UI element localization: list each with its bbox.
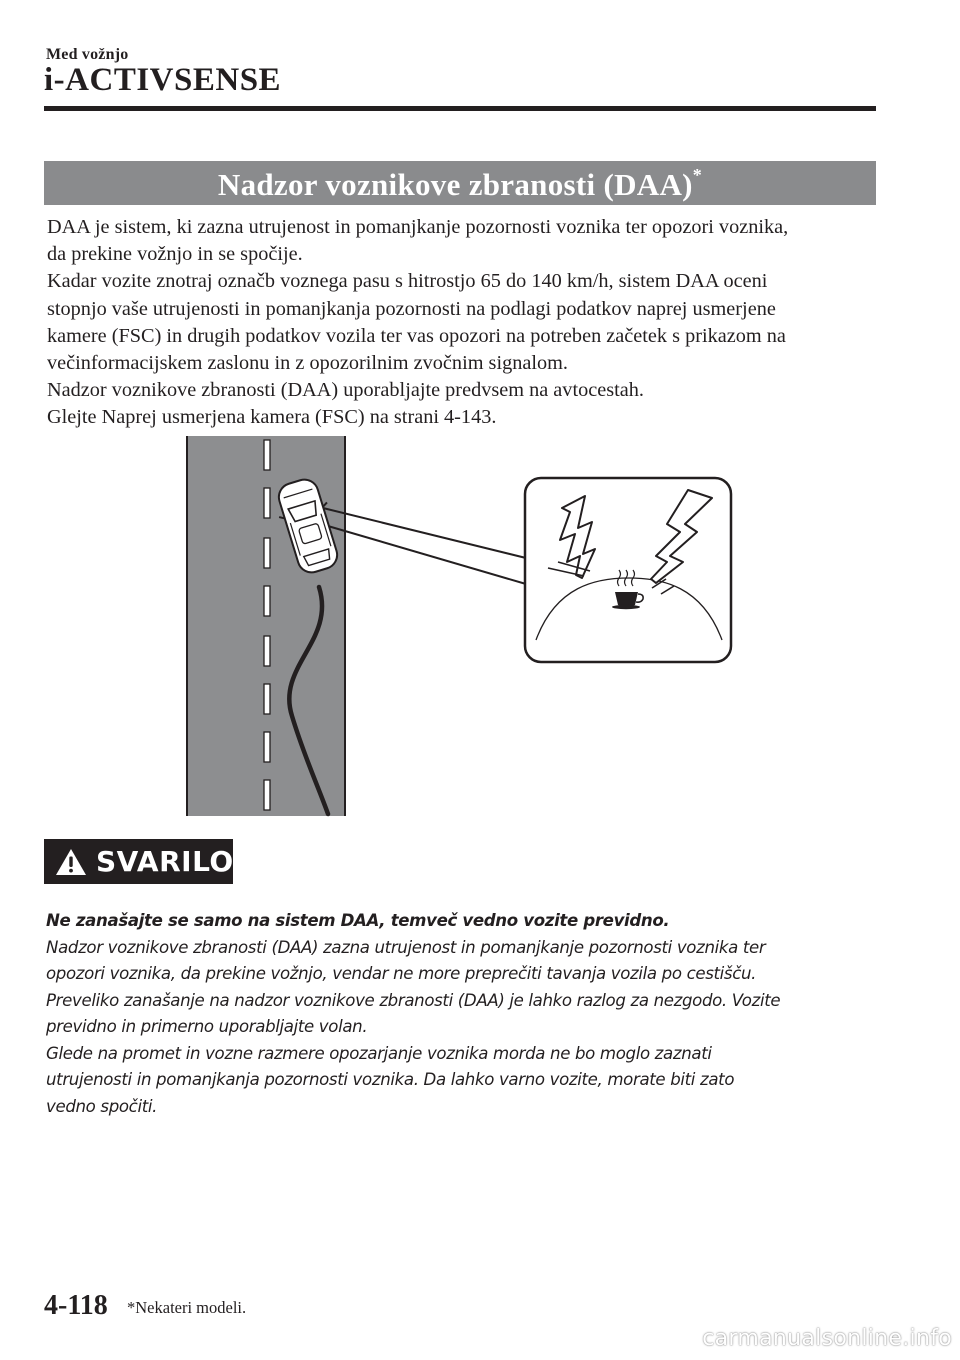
watermark: carmanualsonline.info <box>702 1326 952 1351</box>
intro-text <box>47 214 877 432</box>
footnote: *Nekateri modeli. <box>127 1298 247 1317</box>
warning-line: vedno spočiti. <box>46 1096 158 1116</box>
warning-badge <box>44 839 233 884</box>
callout-lines <box>321 508 526 584</box>
intro-line: DAA je sistem, ki zazna utrujenost in pomanjkanje pozornosti voznika ter opozori voznika, <box>47 216 789 238</box>
warning-line: Glede na promet in vozne razmere opozarjanje voznika morda ne bo moglo zaznati <box>46 1043 712 1063</box>
header-rule <box>44 106 876 111</box>
daa-illustration <box>186 436 736 823</box>
warning-line: Preveliko zanašanje na nadzor voznikove zbranosti (DAA) je lahko razlog za nezgodo. Vozite <box>46 990 781 1010</box>
warning-line: previdno in primerno uporabljajte volan. <box>46 1017 368 1036</box>
section-title: Nadzor voznikove zbranosti (DAA) <box>217 167 693 202</box>
warning-text <box>46 908 876 1120</box>
display-callout <box>525 478 731 662</box>
intro-line: Glejte Naprej usmerjena kamera (FSC) na strani 4-143. <box>47 406 497 429</box>
intro-line: da prekine vožnjo in se spočije. <box>47 243 303 266</box>
intro-line: stopnjo vaše utrujenosti in pomanjkanja pozornosti na podlagi podatkov naprej usmerjene <box>47 297 776 320</box>
warning-line: opozori voznika, da prekine vožnjo, vendar ne more preprečiti tavanja vozila po cestišču. <box>46 964 757 983</box>
running-header-title: i-ACTIVSENSE <box>44 62 282 98</box>
warning-line: Nadzor voznikove zbranosti (DAA) zazna utrujenost in pomanjkanje pozornosti voznika ter <box>46 937 766 957</box>
intro-line: Nadzor voznikove zbranosti (DAA) uporabljajte predvsem na avtocestah. <box>47 379 644 402</box>
running-header-section: Med vožnjo <box>46 46 129 63</box>
warning-triangle-icon <box>55 848 87 876</box>
section-banner <box>44 161 876 205</box>
warning-label: SVARILO <box>96 845 234 878</box>
page-number: 4-118 <box>44 1290 108 1321</box>
intro-line: Kadar vozite znotraj označb voznega pasu s hitrostjo 65 do 140 km/h, sistem DAA oceni <box>47 270 768 293</box>
intro-line: večinformacijskem zaslonu in z opozorilnim zvočnim signalom. <box>47 352 568 375</box>
footnote-marker: * <box>692 165 703 185</box>
intro-line: kamere (FSC) in drugih podatkov vozila ter vas opozori na potreben začetek s prikazom na <box>47 324 786 347</box>
warning-line: utrujenosti in pomanjkanja pozornosti voznika. Da lahko varno vozite, morate biti zato <box>46 1070 735 1089</box>
warning-lead: Ne zanašajte se samo na sistem DAA, temveč vedno vozite previdno. <box>46 911 670 930</box>
